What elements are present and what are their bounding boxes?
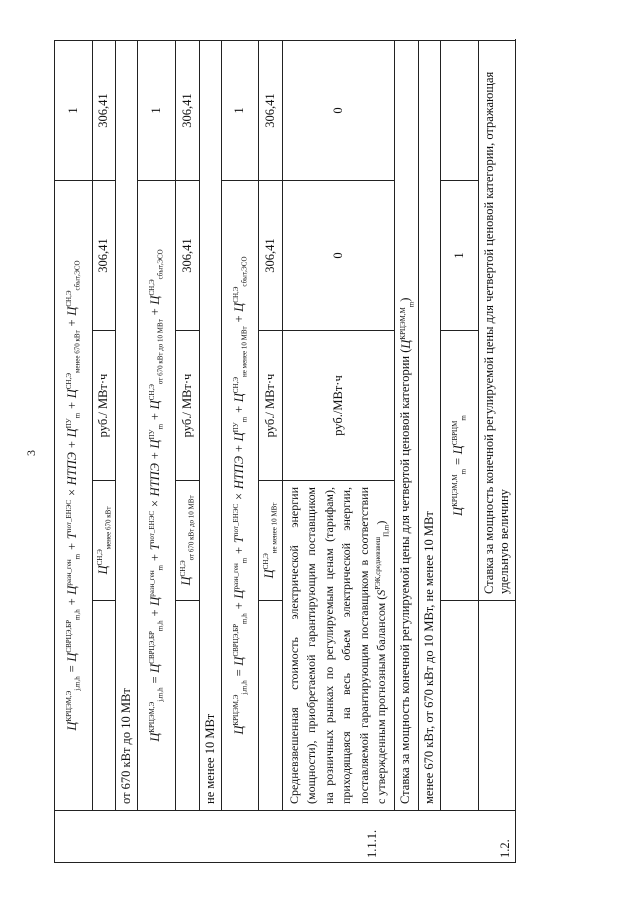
tariff-table: [54, 40, 516, 863]
page-number: 3: [24, 449, 38, 456]
sub-3-unit: руб./ МВт·ч: [259, 330, 283, 480]
item-row-1-2-sub: [419, 40, 441, 862]
item-row-1-2-formula: [441, 40, 479, 862]
sub-2-label: $Ц^{СН,Э}_{от 670 кВт до 10 МВт}$: [175, 480, 199, 600]
item-1-1-1-number: 1.1.1.: [365, 829, 379, 858]
section-2-title: от 670 кВт до 10 МВт: [116, 40, 138, 810]
sub-row-3: [259, 40, 283, 862]
item-1-1-1-text: Средневзвешенная стоимость электрической энергии (мощности), приобретаемой гарантирующим поставщиком на розничных рынках по регулируемым ценам (тарифам), приходящаяся на весь объем электрической энергии, поставляемой гарантирующим поставщиком в соответствии с утвержденным прогнозным балансом $(S^{РЭК,средневзвеш}_{П,m})$: [282, 480, 394, 810]
item-1-1-1-value-right: 0: [282, 40, 394, 180]
item-1-3-text: Ставка за мощность конечной регулируемой цены для четвертой ценовой категории, отражающая удельную величину: [478, 40, 515, 600]
formula-3-tail: 1: [221, 40, 259, 180]
item-1-1-1-unit: руб./МВт·ч: [282, 330, 394, 480]
item-row-1-1-1: [282, 40, 394, 862]
sub-1-label: $Ц^{СН,Э}_{менее 670 кВт}$: [92, 480, 116, 600]
item-1-1-1-value: 0: [282, 180, 394, 330]
item-row-1-3: [478, 40, 515, 862]
sub-2-value: 306,41: [175, 180, 199, 330]
formula-1: $Ц^{КРЦЭМ,Э}_{j,m,h} = Ц^{СВРЦЭ,БР}_{m,h} + Ц^{разн\_ген}_m + Т^{пот\_ЕНЭС}$ × НТПЭ + $Ц^{ПУ}_m + Ц^{СН,Э}_{менее 670 кВт} + Ц^{СН,Э}_{сбыт,ЭСО}$: [55, 180, 93, 810]
sub-1-value-right: 306,41: [92, 40, 116, 180]
section-3-title: не менее 10 МВт: [199, 40, 221, 810]
item-1-2-sub: менее 670 кВт, от 670 кВт до 10 МВт, не менее 10 МВт: [419, 40, 441, 810]
formula-row-2: [138, 40, 176, 862]
formula-3: $Ц^{КРЦЭМ,Э}_{j,m,h} = Ц^{СВРЦЭ,БР}_{m,h} + Ц^{разн\_ген}_m + Т^{пот\_ЕНЭС}$ × НТПЭ + $Ц^{ПУ}_m + Ц^{СН,Э}_{не менее 10 МВт} + Ц^{СН,Э}_{сбыт,ЭСО}$: [221, 180, 259, 810]
formula-row-3: [221, 40, 259, 862]
sub-3-value: 306,41: [259, 180, 283, 330]
sub-3-value-right: 306,41: [259, 40, 283, 180]
sub-3-label: $Ц^{СН,Э}_{не менее 10 МВт}$: [259, 480, 283, 600]
item-1-2-formula: $Ц^{КРЦЭМ,М}_m = Ц^{СВРЦМ}_m$: [441, 330, 479, 600]
document-page: [20, 13, 620, 893]
sub-row-1: [92, 40, 116, 862]
item-1-2-number: 1.2.: [498, 838, 512, 858]
formula-2-tail: 1: [138, 40, 176, 180]
sub-2-unit: руб./ МВт·ч: [175, 330, 199, 480]
sub-1-unit: руб./ МВт·ч: [92, 330, 116, 480]
sub-row-2: [175, 40, 199, 862]
item-1-2-formula-tail: 1: [441, 180, 479, 330]
formula-2: $Ц^{КРЦЭМ,Э}_{j,m,h} = Ц^{СВРЦЭ,БР}_{m,h} + Ц^{разн\_ген}_m + Т^{пот\_ЕНЭС}$ × НТПЭ + $Ц^{ПУ}_m + Ц^{СН,Э}_{от 670 кВт до 10 МВт} + Ц^{СН,Э}_{сбыт,ЭСО}$: [138, 180, 176, 810]
number-cell-top: [55, 810, 516, 862]
formula-row-1: [55, 40, 93, 862]
sub-1-value: 306,41: [92, 180, 116, 330]
item-1-2-text: Ставка за мощность конечной регулируемой цены для четвертой ценовой категории $(Ц^{КРЦЭМ,М}_m)$: [395, 40, 419, 810]
formula-1-tail: 1: [55, 40, 93, 180]
sub-2-value-right: 306,41: [175, 40, 199, 180]
section-row-2: [116, 40, 138, 862]
item-row-1-2: [395, 40, 419, 862]
section-row-3: [199, 40, 221, 862]
